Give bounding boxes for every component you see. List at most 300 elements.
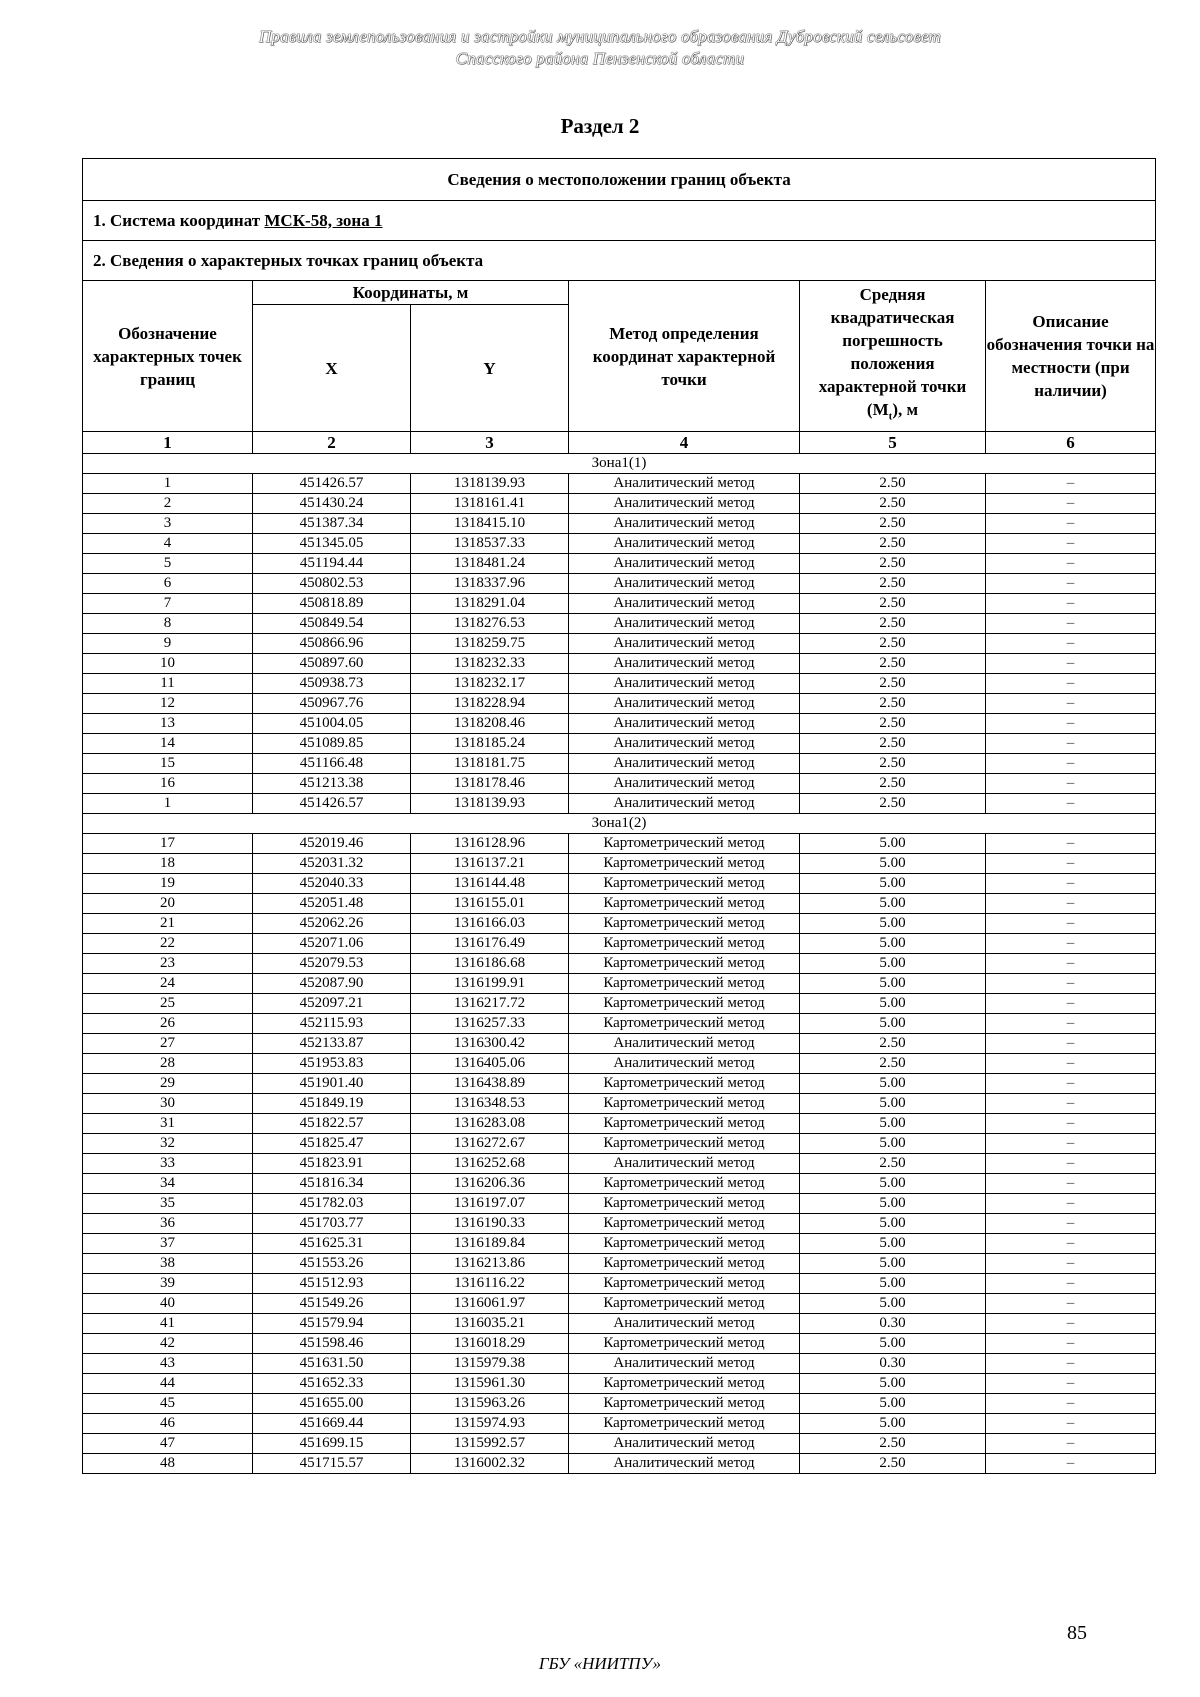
point-id: 32 — [83, 1134, 253, 1154]
description: – — [986, 1214, 1156, 1234]
mean-error: 5.00 — [800, 1414, 986, 1434]
coord-y: 1316199.91 — [411, 974, 569, 994]
coord-y: 1316128.96 — [411, 834, 569, 854]
mean-error: 2.50 — [800, 654, 986, 674]
coord-y: 1315979.38 — [411, 1354, 569, 1374]
mean-error: 5.00 — [800, 1114, 986, 1134]
running-header-line2: Спасского района Пензенской области — [455, 49, 745, 68]
point-id: 8 — [83, 614, 253, 634]
col-header-designation: Обозначение характерных точек границ — [83, 281, 253, 432]
mean-error: 5.00 — [800, 934, 986, 954]
method: Картометрический метод — [569, 894, 800, 914]
coord-x: 450938.73 — [253, 674, 411, 694]
point-id: 47 — [83, 1434, 253, 1454]
description: – — [986, 894, 1156, 914]
coord-y: 1318276.53 — [411, 614, 569, 634]
coord-y: 1318228.94 — [411, 694, 569, 714]
coord-y: 1318291.04 — [411, 594, 569, 614]
description: – — [986, 514, 1156, 534]
coord-y: 1318481.24 — [411, 554, 569, 574]
description: – — [986, 874, 1156, 894]
coord-x: 451430.24 — [253, 494, 411, 514]
mean-error: 2.50 — [800, 594, 986, 614]
coordinate-system — [83, 201, 1156, 241]
column-number: 3 — [411, 432, 569, 454]
coord-x: 451625.31 — [253, 1234, 411, 1254]
zone-row — [83, 814, 1156, 834]
point-id: 16 — [83, 774, 253, 794]
mean-error: 5.00 — [800, 1174, 986, 1194]
coord-x: 450849.54 — [253, 614, 411, 634]
mean-error: 0.30 — [800, 1354, 986, 1374]
table-row — [83, 734, 1156, 754]
point-id: 46 — [83, 1414, 253, 1434]
footer-organization: ГБУ «НИИТПУ» — [538, 1654, 662, 1673]
description: – — [986, 1314, 1156, 1334]
description: – — [986, 1054, 1156, 1074]
method: Аналитический метод — [569, 654, 800, 674]
coord-y: 1316257.33 — [411, 1014, 569, 1034]
coord-x: 451579.94 — [253, 1314, 411, 1334]
description: – — [986, 494, 1156, 514]
method: Аналитический метод — [569, 494, 800, 514]
table-row — [83, 654, 1156, 674]
method: Картометрический метод — [569, 954, 800, 974]
mean-error: 2.50 — [800, 774, 986, 794]
point-id: 23 — [83, 954, 253, 974]
method: Картометрический метод — [569, 1274, 800, 1294]
point-id: 36 — [83, 1214, 253, 1234]
point-id: 39 — [83, 1274, 253, 1294]
description: – — [986, 754, 1156, 774]
point-id: 37 — [83, 1234, 253, 1254]
coordinates-table — [82, 158, 1156, 1474]
point-id: 27 — [83, 1034, 253, 1054]
coord-y: 1318185.24 — [411, 734, 569, 754]
method: Аналитический метод — [569, 514, 800, 534]
mean-error: 2.50 — [800, 614, 986, 634]
coord-y: 1316213.86 — [411, 1254, 569, 1274]
zone-row — [83, 454, 1156, 474]
table-row — [83, 714, 1156, 734]
method: Аналитический метод — [569, 1354, 800, 1374]
point-id: 28 — [83, 1054, 253, 1074]
table-row — [83, 1074, 1156, 1094]
coord-x: 451901.40 — [253, 1074, 411, 1094]
point-id: 17 — [83, 834, 253, 854]
coord-y: 1318208.46 — [411, 714, 569, 734]
col-header-coords: Координаты, м — [253, 281, 569, 305]
coord-x: 450967.76 — [253, 694, 411, 714]
col-header-description: Описание обозначения точки на местности (при наличии) — [986, 281, 1156, 432]
mean-error: 2.50 — [800, 674, 986, 694]
coord-x: 451669.44 — [253, 1414, 411, 1434]
table-row — [83, 1314, 1156, 1334]
coord-y: 1318178.46 — [411, 774, 569, 794]
description: – — [986, 694, 1156, 714]
page-number: 85 — [1067, 1622, 1087, 1644]
mean-error: 2.50 — [800, 1034, 986, 1054]
coord-y: 1316116.22 — [411, 1274, 569, 1294]
running-header-line1: Правила землепользования и застройки муниципального образования Дубровский сельсовет — [258, 27, 942, 46]
coord-x: 450818.89 — [253, 594, 411, 614]
coord-y: 1318161.41 — [411, 494, 569, 514]
point-id: 2 — [83, 494, 253, 514]
mean-error: 2.50 — [800, 754, 986, 774]
method: Картометрический метод — [569, 1394, 800, 1414]
coordinate-system-value: МСК-58, зона 1 — [264, 210, 383, 230]
coord-y: 1316155.01 — [411, 894, 569, 914]
column-number-row — [83, 432, 1156, 454]
table-row — [83, 954, 1156, 974]
point-id: 20 — [83, 894, 253, 914]
description: – — [986, 654, 1156, 674]
coord-x: 451553.26 — [253, 1254, 411, 1274]
coord-x: 451598.46 — [253, 1334, 411, 1354]
point-id: 48 — [83, 1454, 253, 1474]
mean-error: 5.00 — [800, 1214, 986, 1234]
point-id: 34 — [83, 1174, 253, 1194]
mean-error: 5.00 — [800, 1194, 986, 1214]
table-row — [83, 694, 1156, 714]
coord-x: 451822.57 — [253, 1114, 411, 1134]
table-row — [83, 774, 1156, 794]
coord-y: 1316190.33 — [411, 1214, 569, 1234]
description: – — [986, 1254, 1156, 1274]
method: Аналитический метод — [569, 1034, 800, 1054]
table-row — [83, 934, 1156, 954]
table-row — [83, 1114, 1156, 1134]
coord-y: 1316405.06 — [411, 1054, 569, 1074]
coord-y: 1316300.42 — [411, 1034, 569, 1054]
coord-y: 1315963.26 — [411, 1394, 569, 1414]
coord-y: 1316189.84 — [411, 1234, 569, 1254]
table-row — [83, 834, 1156, 854]
coord-x: 452062.26 — [253, 914, 411, 934]
point-id: 10 — [83, 654, 253, 674]
running-header — [0, 26, 1200, 70]
description: – — [986, 1014, 1156, 1034]
method: Картометрический метод — [569, 1214, 800, 1234]
description: – — [986, 834, 1156, 854]
coord-x: 452040.33 — [253, 874, 411, 894]
point-id: 42 — [83, 1334, 253, 1354]
method: Аналитический метод — [569, 674, 800, 694]
method: Картометрический метод — [569, 1294, 800, 1314]
table-row — [83, 1374, 1156, 1394]
mean-error: 2.50 — [800, 694, 986, 714]
point-id: 35 — [83, 1194, 253, 1214]
coord-y: 1316206.36 — [411, 1174, 569, 1194]
point-id: 40 — [83, 1294, 253, 1314]
coord-x: 451823.91 — [253, 1154, 411, 1174]
method: Картометрический метод — [569, 1254, 800, 1274]
description: – — [986, 1394, 1156, 1414]
coord-x: 451387.34 — [253, 514, 411, 534]
mean-error: 5.00 — [800, 1334, 986, 1354]
point-id: 5 — [83, 554, 253, 574]
point-id: 4 — [83, 534, 253, 554]
method: Картометрический метод — [569, 1194, 800, 1214]
description: – — [986, 534, 1156, 554]
method: Картометрический метод — [569, 1234, 800, 1254]
mean-error: 5.00 — [800, 834, 986, 854]
table-row — [83, 994, 1156, 1014]
coord-y: 1316166.03 — [411, 914, 569, 934]
coord-x: 450897.60 — [253, 654, 411, 674]
mean-error: 2.50 — [800, 514, 986, 534]
point-id: 13 — [83, 714, 253, 734]
point-id: 22 — [83, 934, 253, 954]
coord-y: 1316283.08 — [411, 1114, 569, 1134]
method: Аналитический метод — [569, 754, 800, 774]
method: Картометрический метод — [569, 1094, 800, 1114]
method: Картометрический метод — [569, 1134, 800, 1154]
description: – — [986, 974, 1156, 994]
method: Аналитический метод — [569, 554, 800, 574]
method: Аналитический метод — [569, 1434, 800, 1454]
point-id: 44 — [83, 1374, 253, 1394]
method: Аналитический метод — [569, 714, 800, 734]
description: – — [986, 714, 1156, 734]
mean-error: 5.00 — [800, 1394, 986, 1414]
coord-x: 451825.47 — [253, 1134, 411, 1154]
point-id: 29 — [83, 1074, 253, 1094]
method: Картометрический метод — [569, 994, 800, 1014]
description: – — [986, 614, 1156, 634]
point-id: 43 — [83, 1354, 253, 1374]
description: – — [986, 954, 1156, 974]
coord-y: 1318537.33 — [411, 534, 569, 554]
col-header-error-unit: ), м — [892, 400, 919, 420]
description: – — [986, 934, 1156, 954]
point-id: 41 — [83, 1314, 253, 1334]
method: Аналитический метод — [569, 634, 800, 654]
mean-error: 2.50 — [800, 634, 986, 654]
mean-error: 5.00 — [800, 1274, 986, 1294]
coord-x: 452115.93 — [253, 1014, 411, 1034]
coord-y: 1316348.53 — [411, 1094, 569, 1114]
coord-y: 1318139.93 — [411, 794, 569, 814]
coord-x: 450802.53 — [253, 574, 411, 594]
table-row — [83, 1254, 1156, 1274]
description: – — [986, 1154, 1156, 1174]
mean-error: 2.50 — [800, 1054, 986, 1074]
point-id: 38 — [83, 1254, 253, 1274]
mean-error: 5.00 — [800, 1094, 986, 1114]
point-id: 7 — [83, 594, 253, 614]
mean-error: 5.00 — [800, 994, 986, 1014]
coord-x: 451652.33 — [253, 1374, 411, 1394]
mean-error: 2.50 — [800, 1154, 986, 1174]
zone-label: Зона1(1) — [83, 454, 1156, 474]
coord-x: 451953.83 — [253, 1054, 411, 1074]
method: Аналитический метод — [569, 794, 800, 814]
coord-y: 1316252.68 — [411, 1154, 569, 1174]
table-caption-row — [83, 159, 1156, 201]
coord-x: 452097.21 — [253, 994, 411, 1014]
crs-row — [83, 201, 1156, 241]
point-id: 15 — [83, 754, 253, 774]
description: – — [986, 1294, 1156, 1314]
mean-error: 5.00 — [800, 854, 986, 874]
mean-error: 5.00 — [800, 874, 986, 894]
table-row — [83, 914, 1156, 934]
coord-x: 452079.53 — [253, 954, 411, 974]
point-id: 21 — [83, 914, 253, 934]
coord-x: 451816.34 — [253, 1174, 411, 1194]
description: – — [986, 794, 1156, 814]
column-number: 6 — [986, 432, 1156, 454]
coord-y: 1316035.21 — [411, 1314, 569, 1334]
coord-x: 451699.15 — [253, 1434, 411, 1454]
method: Картометрический метод — [569, 974, 800, 994]
coord-x: 451426.57 — [253, 794, 411, 814]
coord-y: 1316018.29 — [411, 1334, 569, 1354]
points-title-row — [83, 241, 1156, 281]
coord-x: 451549.26 — [253, 1294, 411, 1314]
table-row — [83, 754, 1156, 774]
description: – — [986, 1354, 1156, 1374]
table-row — [83, 554, 1156, 574]
method: Аналитический метод — [569, 694, 800, 714]
point-id: 45 — [83, 1394, 253, 1414]
method: Аналитический метод — [569, 1314, 800, 1334]
table-row — [83, 974, 1156, 994]
section-title: Раздел 2 — [560, 114, 640, 138]
coord-x: 451089.85 — [253, 734, 411, 754]
table-row — [83, 574, 1156, 594]
table-row — [83, 854, 1156, 874]
table-row — [83, 1354, 1156, 1374]
description: – — [986, 1414, 1156, 1434]
table-row — [83, 1274, 1156, 1294]
coord-x: 451715.57 — [253, 1454, 411, 1474]
col-header-x: X — [253, 305, 411, 432]
table-row — [83, 514, 1156, 534]
col-header-error-subscript: t — [888, 410, 893, 423]
table-row — [83, 594, 1156, 614]
table-row — [83, 1294, 1156, 1314]
description: – — [986, 1174, 1156, 1194]
coord-x: 451213.38 — [253, 774, 411, 794]
method: Аналитический метод — [569, 1154, 800, 1174]
column-number: 1 — [83, 432, 253, 454]
table-row — [83, 1034, 1156, 1054]
method: Аналитический метод — [569, 594, 800, 614]
coord-x: 451782.03 — [253, 1194, 411, 1214]
coord-y: 1316137.21 — [411, 854, 569, 874]
method: Аналитический метод — [569, 534, 800, 554]
table-row — [83, 534, 1156, 554]
method: Аналитический метод — [569, 474, 800, 494]
point-id: 18 — [83, 854, 253, 874]
table-row — [83, 894, 1156, 914]
method: Картометрический метод — [569, 874, 800, 894]
coord-y: 1318337.96 — [411, 574, 569, 594]
coord-y: 1315961.30 — [411, 1374, 569, 1394]
point-id: 19 — [83, 874, 253, 894]
description: – — [986, 474, 1156, 494]
description: – — [986, 1374, 1156, 1394]
points-section-title: 2. Сведения о характерных точках границ объекта — [83, 241, 1156, 281]
mean-error: 2.50 — [800, 1434, 986, 1454]
column-number: 4 — [569, 432, 800, 454]
point-id: 24 — [83, 974, 253, 994]
method: Картометрический метод — [569, 1114, 800, 1134]
mean-error: 5.00 — [800, 1254, 986, 1274]
coord-x: 451194.44 — [253, 554, 411, 574]
coord-y: 1316217.72 — [411, 994, 569, 1014]
description: – — [986, 734, 1156, 754]
point-id: 1 — [83, 794, 253, 814]
description: – — [986, 774, 1156, 794]
table-row — [83, 1094, 1156, 1114]
col-header-error — [800, 281, 986, 432]
coord-x: 451004.05 — [253, 714, 411, 734]
coord-y: 1318259.75 — [411, 634, 569, 654]
coordinate-system-label: 1. Система координат — [93, 210, 265, 230]
mean-error: 5.00 — [800, 954, 986, 974]
coord-y: 1318181.75 — [411, 754, 569, 774]
header-row-1 — [83, 281, 1156, 305]
method: Аналитический метод — [569, 774, 800, 794]
point-id: 9 — [83, 634, 253, 654]
mean-error: 2.50 — [800, 1454, 986, 1474]
description: – — [986, 554, 1156, 574]
point-id: 6 — [83, 574, 253, 594]
coord-x: 452087.90 — [253, 974, 411, 994]
mean-error: 5.00 — [800, 1234, 986, 1254]
coord-y: 1315992.57 — [411, 1434, 569, 1454]
method: Картометрический метод — [569, 934, 800, 954]
table-row — [83, 1334, 1156, 1354]
description: – — [986, 1194, 1156, 1214]
description: – — [986, 1334, 1156, 1354]
coord-x: 451426.57 — [253, 474, 411, 494]
col-header-y: Y — [411, 305, 569, 432]
table-row — [83, 1454, 1156, 1474]
table-row — [83, 1394, 1156, 1414]
table-row — [83, 1134, 1156, 1154]
method: Картометрический метод — [569, 1074, 800, 1094]
description: – — [986, 674, 1156, 694]
mean-error: 2.50 — [800, 474, 986, 494]
coord-y: 1318415.10 — [411, 514, 569, 534]
table-row — [83, 1014, 1156, 1034]
coord-y: 1316186.68 — [411, 954, 569, 974]
table-row — [83, 1054, 1156, 1074]
col-header-method: Метод определения координат характерной точки — [569, 281, 800, 432]
col-header-error-text: Средняя квадратическая погрешность положения характерной точки (M — [818, 285, 967, 420]
mean-error: 5.00 — [800, 1014, 986, 1034]
method: Картометрический метод — [569, 854, 800, 874]
description: – — [986, 594, 1156, 614]
coord-x: 451655.00 — [253, 1394, 411, 1414]
table-row — [83, 1234, 1156, 1254]
table-row — [83, 794, 1156, 814]
description: – — [986, 1114, 1156, 1134]
coord-x: 452031.32 — [253, 854, 411, 874]
coord-x: 451512.93 — [253, 1274, 411, 1294]
method: Картометрический метод — [569, 834, 800, 854]
coord-x: 451166.48 — [253, 754, 411, 774]
method: Картометрический метод — [569, 914, 800, 934]
description: – — [986, 994, 1156, 1014]
table-row — [83, 494, 1156, 514]
mean-error: 5.00 — [800, 914, 986, 934]
table-caption: Сведения о местоположении границ объекта — [83, 159, 1156, 201]
